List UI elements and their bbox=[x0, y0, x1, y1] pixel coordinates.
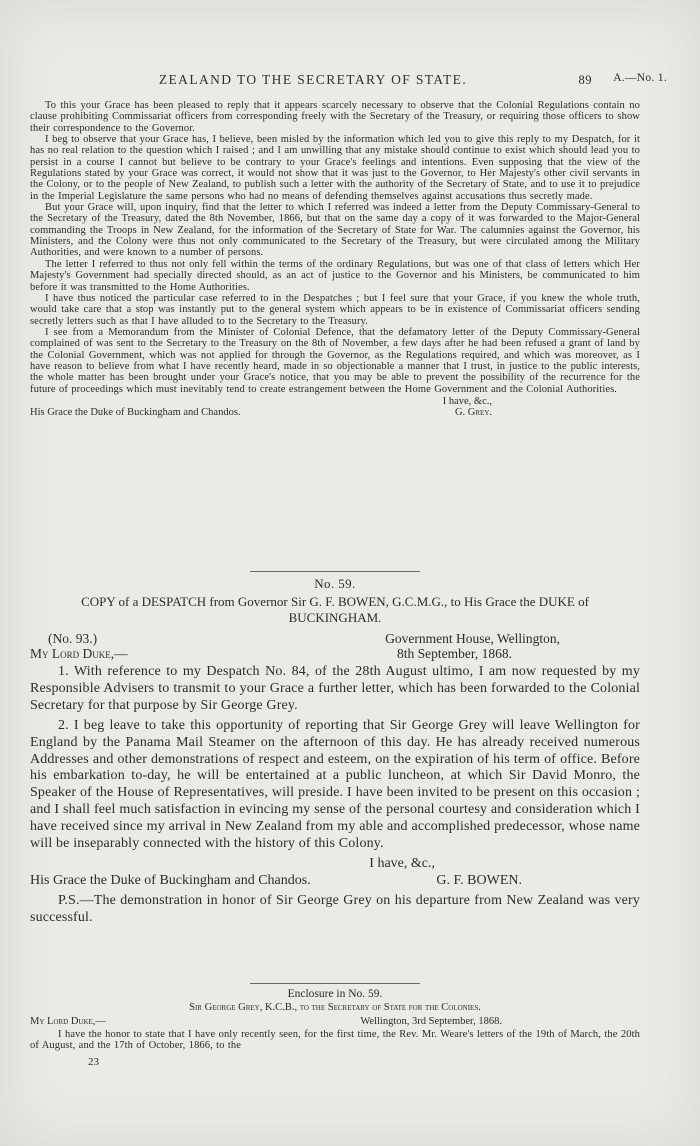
despatch-ref-row bbox=[30, 631, 640, 646]
letter1-paragraph-2: I beg to observe that your Grace has, I believe, been misled by the information which led you to give this reply to my Despatch, for it has no real relation to the question which I raised ; and I am unwilling that any mistake should continue to exist which should lead you to persist in a course I cannot but believe to be contrary to your Grace's feelings and intentions. Even supposing that the view of the Regulations stated by your Grace was correct, it would not show that it was just to the Governor, to Her Majesty's other civil servants in the Colony, or to the people of New Zealand, to publish such a letter with the authority of the Secretary of State, and to use it to prejudice in the Imperial Legislature the same persons who had no means of defending themselves against accusations thus secretly made. bbox=[30, 134, 640, 202]
letter1-paragraph-6: I see from a Memorandum from the Minister of Colonial Defence, that the defamatory letter of the Deputy Commissary-General complained of was sent to the Secretary to the Treasury on the 8th of November, a few days after he had been refused a grant of land by the Colonial Government, which was not applied for through the Governor, as the Regulations required, and which was moreover, as I have reason to believe from what I have recently heard, made in so objectionable a manner that I trust, in justice to the public interests, the whole matter has been brought under your Grace's notice, that you may be able to prevent the possibility of the recurrence for the future of proceedings which must inevitably tend to create estrangement between the Home Government and the Colonial Authorities. bbox=[30, 326, 640, 395]
enclosure-heading: Sir George Grey, K.C.B., to the Secretary of State for the Colonies. bbox=[189, 1002, 481, 1013]
despatch-number: No. 59. bbox=[314, 576, 356, 591]
enclosure-title: Enclosure in No. 59. bbox=[287, 988, 383, 1000]
despatch-signature-row bbox=[30, 872, 640, 889]
page-number: 89 bbox=[578, 73, 592, 87]
despatch-paragraph-2: 2. I beg leave to take this opportunity of reporting that Sir George Grey will leave Wellington for England by the Panama Mail Steamer on the afternoon of this day. He has already received numerous Addresses and other demonstrations of respect and esteem, on the expiration of his term of office. Before his embarkation to-day, he will be entertained at a public luncheon, at which Sir David Monro, the Speaker of the House of Representatives, will preside. I have been invited to be present on this occasion ; and I shall feel much satisfaction in evincing my sense of the personal courtesy and consideration which I have received since my arrival in New Zealand from my able and accomplished predecessor, whose name will be inseparably connected with the history of this Colony. bbox=[30, 717, 640, 852]
letter-grey-to-secretary bbox=[30, 100, 640, 566]
despatch-place-line: Government House, Wellington, bbox=[385, 631, 560, 646]
letter1-signature-row bbox=[30, 407, 640, 419]
despatch-date-line: 8th September, 1868. bbox=[397, 646, 512, 661]
despatch-signature: G. F. BOWEN. bbox=[436, 872, 522, 888]
running-title: ZEALAND TO THE SECRETARY OF STATE. bbox=[158, 72, 468, 87]
despatch-salutation: My Lord Duke,— bbox=[30, 646, 128, 661]
section-divider-2 bbox=[250, 983, 420, 984]
letter1-signature: G. Grey. bbox=[454, 407, 492, 419]
letter1-paragraph-1: To this your Grace has been pleased to reply that it appears scarcely necessary to observe that the Colonial Regulations contain no clause prohibiting Commissariat officers from corresponding freely with the Secretary of the Treasury, or requiring those officers to show their correspondence to the Governor. bbox=[30, 100, 640, 134]
enclosure-section bbox=[30, 988, 640, 1068]
despatch-postscript: P.S.—The demonstration in honor of Sir George Grey on his departure from New Zealand was very successful. bbox=[30, 892, 640, 925]
despatch-ref: (No. 93.) bbox=[48, 631, 98, 646]
despatch-paragraph-1: 1. With reference to my Despatch No. 84, of the 28th August ultimo, I am now requested by my Responsible Advisers to transmit to your Grace a further letter, which has been forwarded to the Colonial Secretary for that purpose by Sir George Grey. bbox=[30, 664, 640, 713]
section-divider bbox=[250, 571, 420, 572]
letter1-paragraph-4: The letter I referred to thus not only fell within the terms of the ordinary Regulations, but was one of that class of letters which Her Majesty's Government had specially directed should, as an act of justice to the Governor and his Ministers, be communicated to him before it was transmitted to the Home Authorities. bbox=[30, 258, 640, 293]
letter1-valediction: I have, &c., bbox=[442, 395, 492, 407]
enclosure-salutation: My Lord Duke,— bbox=[30, 1016, 106, 1027]
despatch-heading: COPY of a DESPATCH from Governor Sir G. F. BOWEN, G.C.M.G., to His Grace the DUKE of BUCKINGHAM. bbox=[81, 594, 589, 625]
despatch-addressee: His Grace the Duke of Buckingham and Chandos. bbox=[30, 872, 311, 888]
despatch-no-59 bbox=[30, 576, 640, 978]
document-reference: A.—No. 1. bbox=[613, 72, 667, 84]
letter1-addressee: His Grace the Duke of Buckingham and Chandos. bbox=[30, 407, 241, 419]
letter1-paragraph-5: I have thus noticed the particular case referred to in the Despatches ; but I feel sure that your Grace, if you knew the whole truth, would take care that a stop was instantly put to the general system which appears to be in existence of Commissariat officers sending secretly letters such as that I have alluded to to the Secretary to the Treasury. bbox=[30, 292, 640, 327]
despatch-valediction: I have, &c., bbox=[369, 855, 435, 871]
enclosure-date-line: Wellington, 3rd September, 1868. bbox=[360, 1016, 502, 1027]
page-catchword: 23 bbox=[88, 1055, 99, 1068]
page-header bbox=[30, 72, 667, 90]
enclosure-salutation-row bbox=[30, 1016, 640, 1028]
enclosure-body: I have the honor to state that I have only recently seen, for the first time, the Rev. Mr. Weare's letters of the 19th of March, the 20th of August, and the 17th of October, 1866, to the bbox=[30, 1029, 640, 1052]
letter1-paragraph-3: But your Grace will, upon inquiry, find that the letter to which I referred was indeed a letter from the Deputy Commissary-General to the Secretary of the Treasury, dated the 8th November, 1866, but that on the same day a copy of it was forwarded to the Major-General commanding the Troops in New Zealand, for the information of the Secretary of State for War. The calumnies against the Governor, his Ministers, and the Colony were thus not only communicated to the Secretary of the Treasury, but were circulated among the Military Authorities, and were known to a number of persons. bbox=[30, 202, 640, 259]
despatch-salutation-row bbox=[30, 646, 640, 661]
